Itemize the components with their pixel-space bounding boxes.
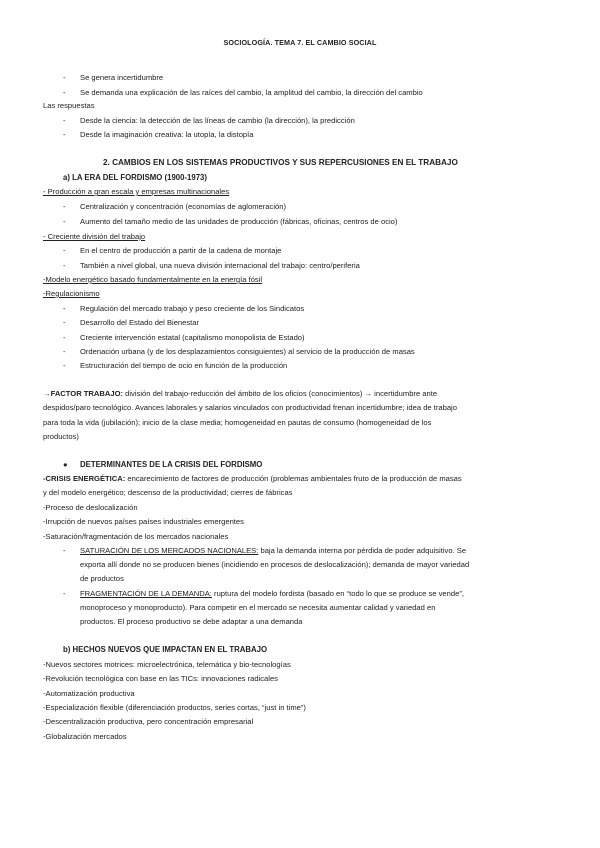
list-item: -Automatización productiva [43, 689, 135, 698]
dash-marker: - [63, 361, 66, 370]
paragraph-line: encarecimiento de factores de producción (problemas ambientales fruto de la producción de masas [125, 474, 462, 483]
dash-marker: - [63, 318, 66, 327]
dash-marker: - [63, 546, 66, 555]
crisis-title: DETERMINANTES DE LA CRISIS DEL FORDISMO [80, 460, 263, 469]
list-item: En el centro de producción a partir de la cadena de montaje [80, 246, 282, 255]
list-item: También a nivel global, una nueva división internacional del trabajo: centro/periferia [80, 261, 360, 270]
list-item: -Globalización mercados [43, 732, 127, 741]
fragmentacion-label: FRAGMENTACIÓN DE LA DEMANDA: [80, 589, 212, 598]
paragraph-line: baja la demanda interna por pérdida de poder adquisitivo. Se [258, 546, 467, 555]
section-title: 2. CAMBIOS EN LOS SISTEMAS PRODUCTIVOS Y SUS REPERCUSIONES EN EL TRABAJO [103, 158, 458, 167]
respuestas-label: Las respuestas [43, 101, 95, 110]
dash-marker: - [63, 304, 66, 313]
list-item: -Descentralización productiva, pero concentración empresarial [43, 717, 254, 726]
list-item: -Saturación/fragmentación de los mercados nacionales [43, 532, 229, 541]
dash-marker: - [63, 347, 66, 356]
dash-marker: - [63, 246, 66, 255]
paragraph-line: para toda la vida (jubilación); inicio de la clase media; homogeneidad en pautas de consumo (homogeneidad de los [43, 418, 432, 427]
dash-marker: - [63, 130, 66, 139]
dash-marker: - [63, 73, 66, 82]
paragraph-line: y del modelo energético; descenso de la productividad; cierres de fábricas [43, 488, 293, 497]
produccion-label: - Producción a gran escala y empresas multinacionales [43, 187, 230, 196]
dash-marker: - [63, 116, 66, 125]
saturacion-paragraph [80, 546, 466, 556]
list-item: -Nuevos sectores motrices: microelectrónica, telemática y bio-tecnologías [43, 660, 291, 669]
saturacion-label: SATURACIÓN DE LOS MERCADOS NACIONALES: [80, 546, 259, 555]
paragraph-line: despidos/paro tecnológico. Avances laborales y salarios vinculados con productividad frenan incertidumbre; idea de trabajo [43, 403, 457, 412]
dash-marker: - [63, 333, 66, 342]
list-item: -Especialización flexible (diferenciación productos, series cortas, “just in time”) [43, 703, 306, 712]
list-item: -Revolución tecnológica con base en las TICs: innovaciones radicales [43, 674, 278, 683]
dash-marker: - [63, 88, 66, 97]
paragraph-line: monoproceso y monoproducto). Para competir en el mercado se necesita aumentar calidad y variedad en [80, 603, 436, 612]
list-item: Se demanda una explicación de las raíces del cambio, la amplitud del cambio, la dirección del cambio [80, 88, 423, 97]
paragraph-line: productos) [43, 432, 79, 441]
subsection-b-title: b) HECHOS NUEVOS QUE IMPACTAN EN EL TRABAJO [63, 645, 268, 654]
list-item: Ordenación urbana (y de los desplazamientos consiguientes) al servicio de la producción de masas [80, 347, 415, 356]
paragraph-line: ruptura del modelo fordista (basado en “todo lo que se produce se vende”, [211, 589, 464, 598]
list-item: -Irrupción de nuevos países países industriales emergentes [43, 517, 244, 526]
list-item: Regulación del mercado trabajo y peso creciente de los Sindicatos [80, 304, 305, 313]
list-item: Desde la imaginación creativa: la utopía, la distopía [80, 130, 254, 139]
list-item: Estructuración del tiempo de ocio en función de la producción [80, 361, 288, 370]
crisis-energetica-label: -CRISIS ENERGÉTICA: [43, 474, 126, 483]
crisis-energetica-paragraph [43, 474, 462, 484]
list-item: Centralización y concentración (economías de aglomeración) [80, 202, 286, 211]
fragmentacion-paragraph [80, 589, 464, 599]
list-item: -Proceso de deslocalización [43, 503, 138, 512]
list-item: Creciente intervención estatal (capitalismo monopolista de Estado) [80, 333, 305, 342]
dash-marker: - [63, 261, 66, 270]
page-header: SOCIOLOGÍA. TEMA 7. EL CAMBIO SOCIAL [223, 38, 377, 47]
modelo-energetico-label: -Modelo energético basado fundamentalmente en la energía fósil [43, 275, 263, 284]
dash-marker: - [63, 202, 66, 211]
regulacionismo-label: -Regulacionismo [43, 289, 100, 298]
factor-trabajo-label: →FACTOR TRABAJO: [43, 389, 124, 398]
list-item: Desde la ciencia: la detección de las líneas de cambio (la dirección), la predicción [80, 116, 355, 125]
subsection-a-title: a) LA ERA DEL FORDISMO (1900-1973) [63, 173, 207, 182]
list-item: Desarrollo del Estado del Bienestar [80, 318, 200, 327]
paragraph-line: exporta allí donde no se producen bienes (incidiendo en procesos de deslocalización); demanda de mayor variedad [80, 560, 470, 569]
list-item: Se genera incertidumbre [80, 73, 164, 82]
bullet-icon: ● [63, 460, 68, 469]
list-item: Aumento del tamaño medio de las unidades de producción (fábricas, oficinas, centros de ocio) [80, 217, 398, 226]
division-label: - Creciente división del trabajo [43, 232, 146, 241]
paragraph-line: división del trabajo-reducción del ámbito de los oficios (conocimientos) → incertidumbre ante [123, 389, 438, 398]
dash-marker: - [63, 217, 66, 226]
paragraph-line: de productos [80, 574, 124, 583]
dash-marker: - [63, 589, 66, 598]
paragraph-line: productos. El proceso productivo se debe adaptar a una demanda [80, 617, 303, 626]
factor-trabajo-paragraph [43, 389, 437, 399]
